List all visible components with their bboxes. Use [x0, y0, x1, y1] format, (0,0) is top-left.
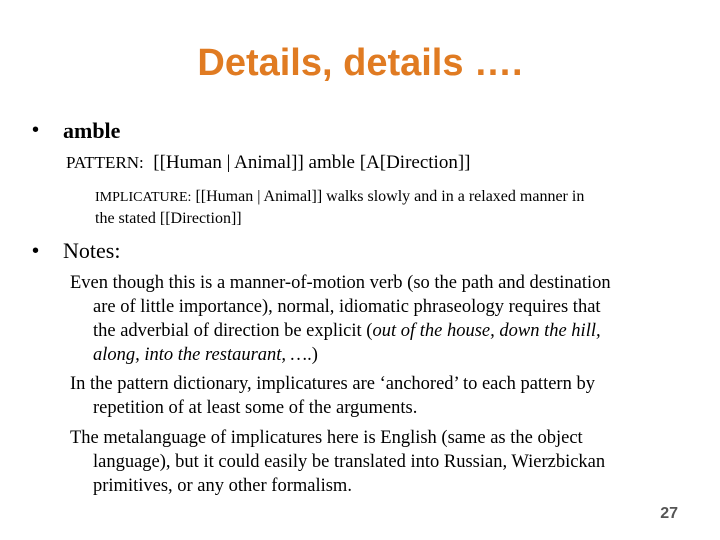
bullet-icon: •: [32, 119, 40, 141]
page-number: 27: [660, 505, 678, 522]
note3-line-3: primitives, or any other formalism.: [93, 476, 352, 496]
note3-line-1: The metalanguage of implicatures here is English (same as the object: [70, 428, 583, 448]
pattern-text: [[Human | Animal]] amble [A[Direction]]: [153, 152, 471, 173]
note1-example-phrases: out of the house, down the hill,: [372, 321, 601, 341]
bullet-icon: •: [32, 240, 40, 262]
slide-title: Details, details ….: [197, 42, 523, 84]
implicature-line-1: [95, 188, 584, 206]
note1-line-1: Even though this is a manner-of-motion verb (so the path and destination: [70, 273, 611, 293]
pattern-line: [66, 152, 470, 174]
notes-heading: Notes:: [63, 238, 121, 263]
note1-line-3: [93, 321, 601, 342]
note1-line-4: [93, 345, 318, 366]
note1-example-phrases-cont: along, into the restaurant, …: [93, 345, 308, 365]
implicature-text-1: [[Human | Animal]] walks slowly and in a relaxed manner in: [195, 188, 585, 205]
note1-line-3-text: the adverbial of direction be explicit (: [93, 321, 373, 341]
note1-line-2: are of little importance), normal, idiomatic phraseology requires that: [93, 297, 601, 317]
note3-line-2: language), but it could easily be translated into Russian, Wierzbickan: [93, 452, 606, 472]
note2-line-1: In the pattern dictionary, implicatures are ‘anchored’ to each pattern by: [70, 374, 595, 394]
note1-line-4-end: .): [307, 345, 318, 365]
pattern-label: PATTERN:: [66, 153, 144, 172]
implicature-line-2: the stated [[Direction]]: [95, 210, 242, 227]
entry-word: amble: [63, 118, 121, 143]
note2-line-2: repetition of at least some of the arguments.: [93, 398, 418, 418]
implicature-label: IMPLICATURE:: [95, 190, 192, 205]
